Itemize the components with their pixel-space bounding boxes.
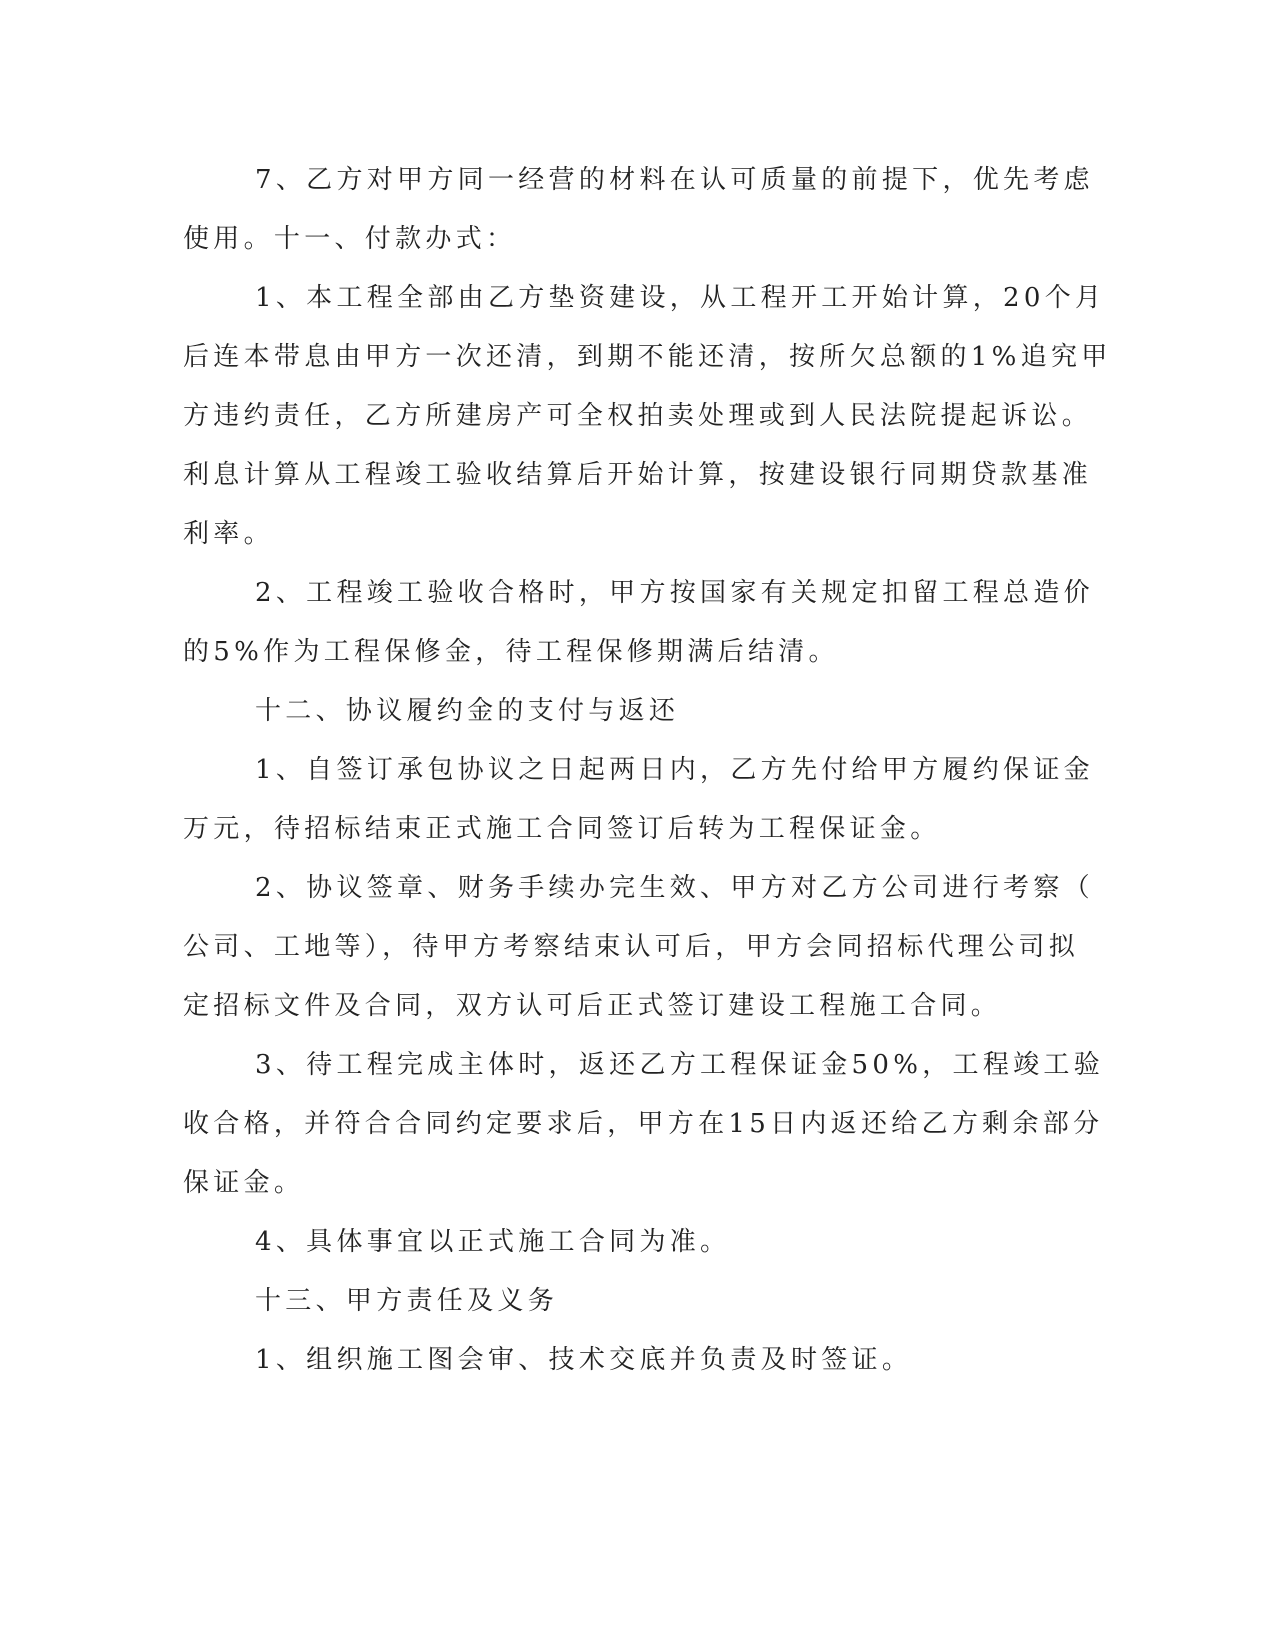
text-line: 定招标文件及合同，双方认可后正式签订建设工程施工合同。 [183, 991, 1002, 1021]
text-line: 保证金。 [183, 1168, 305, 1198]
text-line: 1、组织施工图会审、技术交底并负责及时签证。 [255, 1345, 913, 1375]
text-line: 7、乙方对甲方同一经营的材料在认可质量的前提下，优先考虑 [255, 165, 1094, 195]
text-line: 使用。十一、付款办式： [183, 224, 517, 254]
text-line: 收合格，并符合合同约定要求后，甲方在15日内返还给乙方剩余部分 [183, 1109, 1104, 1139]
text-line: 3、待工程完成主体时，返还乙方工程保证金50%，工程竣工验 [255, 1050, 1105, 1080]
section-heading: 十三、甲方责任及义务 [255, 1286, 559, 1316]
text-line: 后连本带息由甲方一次还清，到期不能还清，按所欠总额的1%追究甲 [183, 342, 1112, 372]
text-line: 公司、工地等），待甲方考察结束认可后，甲方会同招标代理公司拟 [183, 932, 1080, 962]
text-line: 的5%作为工程保修金，待工程保修期满后结清。 [183, 637, 839, 667]
text-line: 1、自签订承包协议之日起两日内，乙方先付给甲方履约保证金 [255, 755, 1094, 785]
text-line: 4、具体事宜以正式施工合同为准。 [255, 1227, 731, 1257]
text-line: 利率。 [183, 519, 274, 549]
text-line: 2、协议签章、财务手续办完生效、甲方对乙方公司进行考察（ [255, 873, 1094, 903]
section-heading: 十二、协议履约金的支付与返还 [255, 696, 680, 726]
text-line: 利息计算从工程竣工验收结算后开始计算，按建设银行同期贷款基准 [183, 460, 1093, 490]
document-page [183, 150, 1112, 1450]
text-line: 2、工程竣工验收合格时，甲方按国家有关规定扣留工程总造价 [255, 578, 1094, 608]
text-line: 方违约责任，乙方所建房产可全权拍卖处理或到人民法院提起诉讼。 [183, 401, 1093, 431]
text-line: 万元，待招标结束正式施工合同签订后转为工程保证金。 [183, 814, 941, 844]
text-line: 1、本工程全部由乙方垫资建设，从工程开工开始计算，20个月 [255, 283, 1106, 313]
